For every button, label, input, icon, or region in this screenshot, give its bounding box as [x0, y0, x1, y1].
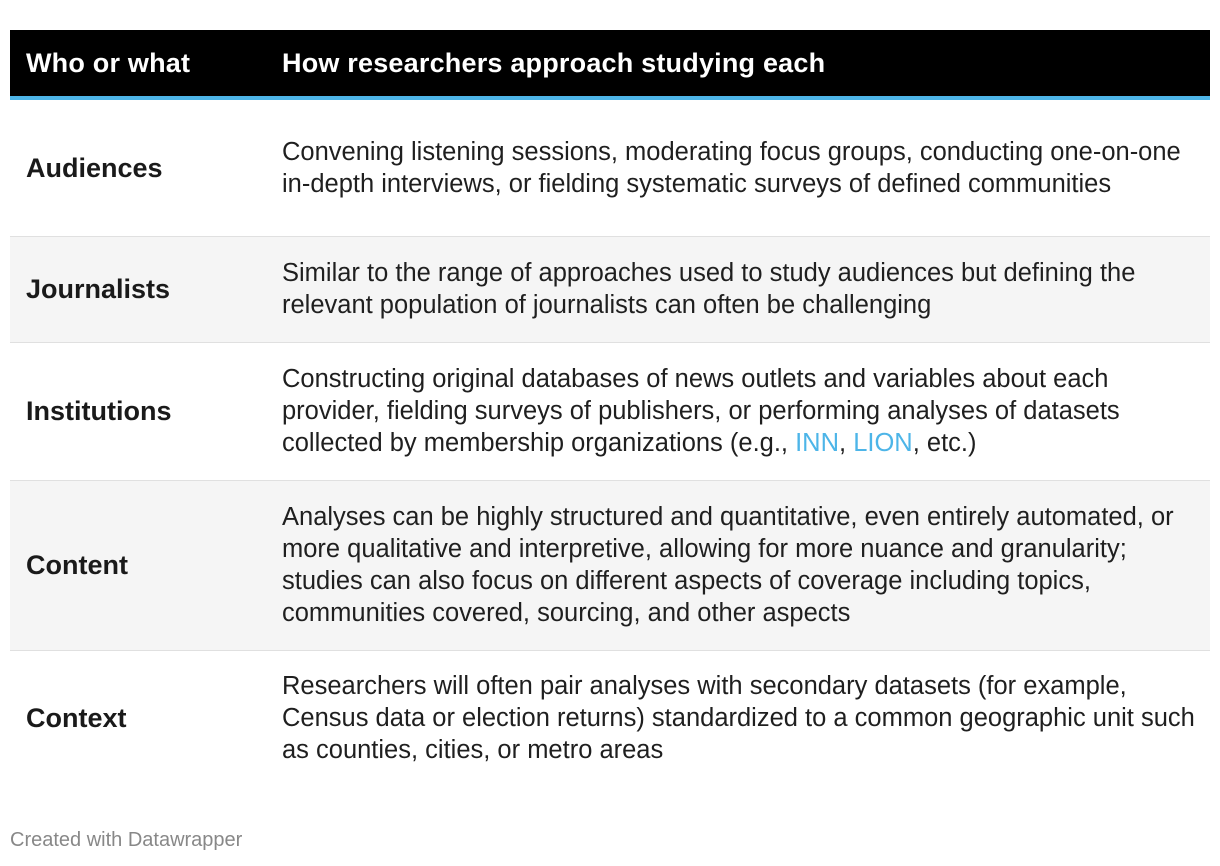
datawrapper-credit[interactable]: Created with Datawrapper [10, 829, 243, 851]
row-label: Journalists [10, 236, 266, 342]
research-approaches-table [10, 30, 1210, 786]
row-label: Content [10, 480, 266, 650]
row-label: Institutions [10, 342, 266, 480]
lion-link[interactable]: LION [853, 429, 913, 457]
table-header [10, 30, 1210, 98]
row-label: Context [26, 703, 127, 734]
row-description [266, 342, 1210, 480]
column-header-who[interactable]: Who or what [10, 30, 266, 98]
column-header-how[interactable]: How researchers approach studying each [266, 30, 1210, 98]
table-row [10, 480, 1210, 650]
description-text: Constructing original databases of news outlets and variables about each provider, fielding surveys of publishers, or performing analyses of datasets collected by membership organizations (e.g., [282, 365, 1120, 457]
row-description: Researchers will often pair analyses with secondary datasets (for example, Census data or election returns) standardized to a common geographic unit such as counties, cities, or metro areas [282, 672, 1195, 765]
row-label: Audiences [10, 98, 266, 236]
data-table-container [10, 30, 1210, 786]
table-row [10, 650, 1210, 786]
table-body [10, 98, 1210, 786]
row-description: Similar to the range of approaches used to study audiences but defining the relevant population of journalists can often be challenging [266, 236, 1210, 342]
header-row [10, 30, 1210, 98]
row-description: Convening listening sessions, moderating focus groups, conducting one-on-one in-depth interviews, or fielding systematic surveys of defined communities [266, 98, 1210, 236]
row-description: Analyses can be highly structured and quantitative, even entirely automated, or more qualitative and interpretive, allowing for more nuance and granularity; studies can also focus on different aspects of coverage including topics, communities covered, sourcing, and other aspects [266, 480, 1210, 650]
table-row [10, 342, 1210, 480]
table-row [10, 236, 1210, 342]
table-row [10, 98, 1210, 236]
inn-link[interactable]: INN [795, 429, 840, 457]
link-separator: , [839, 429, 854, 457]
description-suffix: , etc.) [912, 429, 977, 457]
